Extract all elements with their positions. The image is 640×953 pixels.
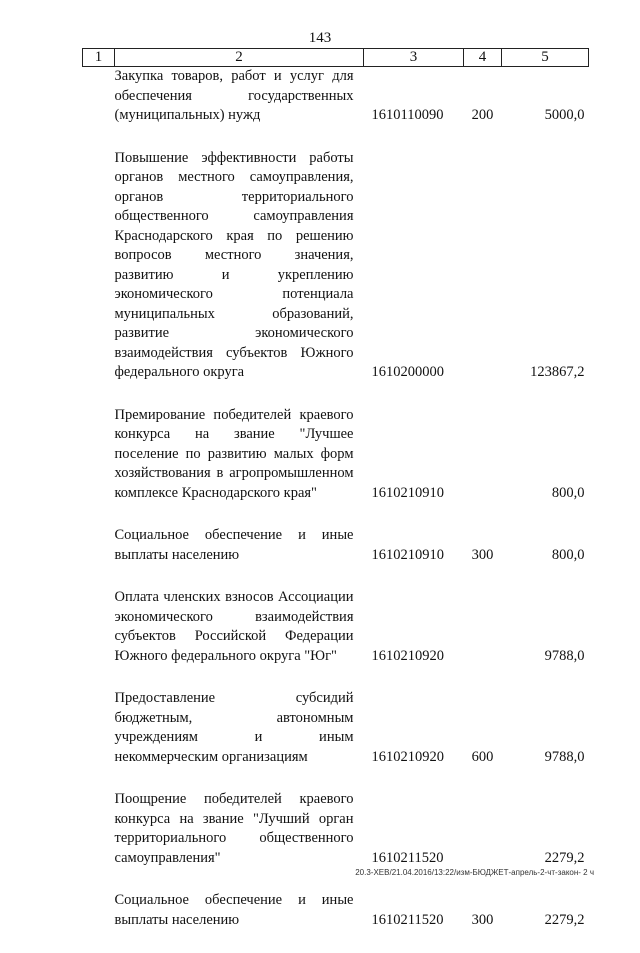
row-amount: 800,0 xyxy=(551,484,585,501)
row-code: 1610210910 xyxy=(371,484,444,501)
table-row xyxy=(83,891,589,953)
table-header-row xyxy=(83,49,589,67)
row-amount: 5000,0 xyxy=(544,107,585,123)
table-row xyxy=(83,67,589,149)
row-name: Социальное обеспечение и иные выплаты населению xyxy=(114,892,354,928)
document-footer-stamp: 20.3-ХЕВ/21.04.2016/13:22/изм-БЮДЖЕТ-апрель-2-чт-закон- 2 ч xyxy=(355,868,594,877)
row-amount: 9788,0 xyxy=(544,647,585,664)
header-col-5: 5 xyxy=(502,49,589,67)
row-code: 1610211520 xyxy=(371,911,444,928)
row-expense-type xyxy=(464,149,502,406)
row-code: 1610210910 xyxy=(371,546,444,563)
row-amount: 123867,2 xyxy=(530,364,585,380)
table-row xyxy=(83,689,589,790)
header-col-1: 1 xyxy=(83,49,115,67)
header-col-3: 3 xyxy=(364,49,464,67)
row-amount: 9788,0 xyxy=(544,748,585,765)
row-expense-type: 600 xyxy=(471,748,494,765)
row-amount: 2279,2 xyxy=(544,849,585,866)
row-name: Предоставление субсидий бюджетным, автономным учреждениям и иным некоммерческим организациям xyxy=(114,690,354,765)
row-expense-type xyxy=(464,406,502,527)
row-code: 1610210920 xyxy=(371,748,444,765)
row-code: 1610110090 xyxy=(371,107,444,123)
page-number: 143 xyxy=(308,30,332,46)
row-amount: 2279,2 xyxy=(544,911,585,928)
budget-table-container xyxy=(82,48,588,953)
row-code: 1610210920 xyxy=(371,647,444,664)
header-col-2: 2 xyxy=(115,49,364,67)
table-row xyxy=(83,526,589,588)
row-name: Повышение эффективности работы органов местного самоуправления, органов территориального общественного самоуправления Краснодарского края по решению вопросов местного значения, развитию и укреплению экономического потенциала муниципальных образований, развитие экономического взаимодействия субъектов Южного федерального округа xyxy=(114,149,354,380)
table-row xyxy=(83,588,589,689)
row-expense-type xyxy=(464,588,502,689)
row-expense-type: 300 xyxy=(471,911,494,928)
row-code: 1610200000 xyxy=(371,364,444,380)
row-code: 1610211520 xyxy=(371,849,444,866)
row-name: Закупка товаров, работ и услуг для обеспечения государственных (муниципальных) нужд xyxy=(114,68,354,123)
row-name: Оплата членских взносов Ассоциации экономического взаимодействия субъектов Российской Федерации Южного федерального округа "Юг" xyxy=(114,589,354,664)
row-name: Социальное обеспечение и иные выплаты населению xyxy=(114,527,354,563)
row-name: Премирование победителей краевого конкурса на звание "Лучшее поселение по развитию малых форм хозяйствования в агропромышленном комплексе Краснодарского края" xyxy=(114,406,354,501)
row-name: Поощрение победителей краевого конкурса на звание "Лучший орган территориального общественного самоуправления" xyxy=(114,791,354,866)
table-row xyxy=(83,149,589,406)
header-col-4: 4 xyxy=(464,49,502,67)
row-expense-type: 300 xyxy=(471,546,494,563)
row-expense-type: 200 xyxy=(471,107,494,123)
row-amount: 800,0 xyxy=(551,546,585,563)
table-row xyxy=(83,406,589,527)
budget-table xyxy=(82,48,589,953)
